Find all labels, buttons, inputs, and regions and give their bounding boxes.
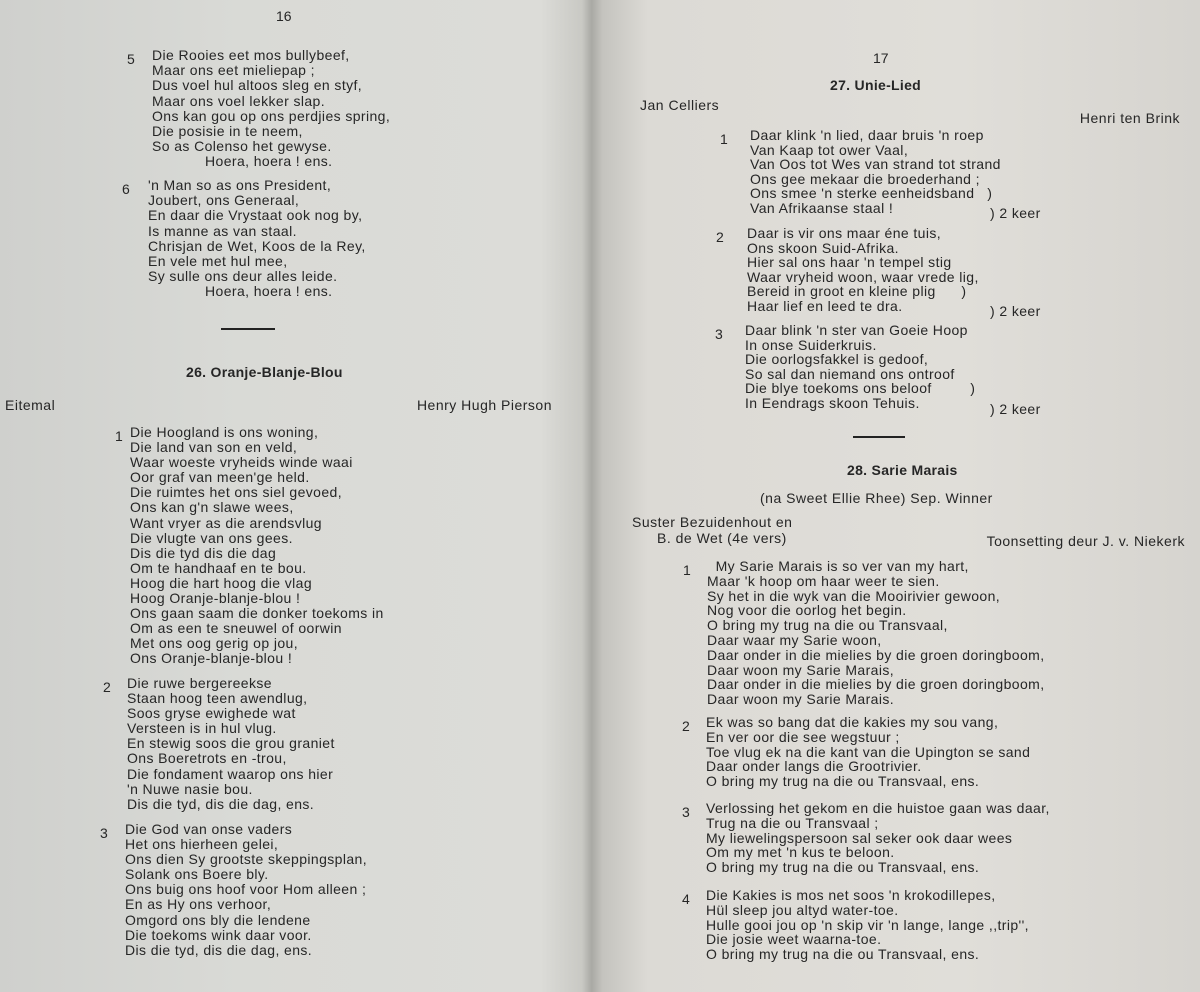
lyric-line: 'n Nuwe nasie bou. xyxy=(127,780,253,797)
song-title: 26. Oranje-Blanje-Blou xyxy=(186,364,343,380)
lyric-line: Daar klink 'n lied, daar bruis 'n roep xyxy=(750,127,984,143)
lyricist: Suster Bezuidenhout en xyxy=(632,514,793,530)
section-divider xyxy=(853,436,905,438)
verse-number: 5 xyxy=(127,51,135,67)
lyric-line: So as Colenso het gewyse. xyxy=(152,138,332,155)
lyric-line: Ons kan gou op ons perdjies spring, xyxy=(152,107,391,124)
lyric-line: Die posisie in te neem, xyxy=(152,123,303,140)
repeat-marker: ) 2 keer xyxy=(990,401,1041,417)
lyric-line: O bring my trug na die ou Transvaal, ens. xyxy=(706,773,980,790)
lyric-line: Die vlugte van ons gees. xyxy=(130,529,293,546)
verse xyxy=(152,48,390,154)
song-subtitle: (na Sweet Ellie Rhee) Sep. Winner xyxy=(760,490,993,506)
lyric-line: Met ons oog gerig op jou, xyxy=(130,635,298,652)
song-title: 27. Unie-Lied xyxy=(830,77,922,93)
verse-number: 6 xyxy=(122,181,130,197)
section-divider xyxy=(221,328,275,330)
lyric-line: Toe vlug ek na die kant van die Upington se sand xyxy=(706,743,1031,760)
lyric-line: Daar woon my Sarie Marais, xyxy=(707,661,895,678)
lyric-line: Hier sal ons haar 'n tempel stig xyxy=(747,254,952,271)
lyric-line: Ons buig ons hoof voor Hom alleen ; xyxy=(125,881,367,898)
lyric-line: Ons kan g'n slawe wees, xyxy=(130,499,294,516)
lyric-line: Die ruwe bergereekse xyxy=(127,675,272,691)
lyric-line: Daar waar my Sarie woon, xyxy=(707,631,882,648)
lyric-line: Is manne as van staal. xyxy=(148,222,297,239)
lyric-line: Dis die tyd, dis die dag, ens. xyxy=(127,795,315,812)
verse-number: 2 xyxy=(103,679,111,695)
lyric-line: Die Hoogland is ons woning, xyxy=(130,424,319,440)
repeat-marker: ) 2 keer xyxy=(990,205,1041,221)
lyric-line: Haar lief en leed te dra. xyxy=(747,297,903,314)
lyric-line: Waar vryheid woon, waar vrede lig, xyxy=(747,268,979,285)
lyric-line: Hül sleep jou altyd water-toe. xyxy=(706,901,899,918)
lyric-line: Solank ons Boere bly. xyxy=(125,866,269,883)
lyric-line: En as Hy ons verhoor, xyxy=(125,896,272,913)
lyric-line: Die ruimtes het ons siel gevoed, xyxy=(130,484,343,501)
lyric-line: Die Rooies eet mos bullybeef, xyxy=(152,47,350,63)
lyric-line: Om as een te sneuwel of oorwin xyxy=(130,620,342,637)
lyric-line: Daar onder in die mielies by die groen doringboom, xyxy=(707,646,1045,663)
lyricist: Jan Celliers xyxy=(640,97,720,113)
lyric-line: Sy het in die wyk van die Mooirivier gewoon, xyxy=(707,587,1001,604)
lyric-line: Van Oos tot Wes van strand tot strand xyxy=(750,156,1001,173)
lyric-line: In onse Suiderkruis. xyxy=(745,336,877,353)
lyric-line: Die God van onse vaders xyxy=(125,821,293,837)
lyric-line: Chrisjan de Wet, Koos de la Rey, xyxy=(148,237,366,254)
lyric-line: Maar 'k hoop om haar weer te sien. xyxy=(707,572,940,589)
lyric-line: Maar ons eet mieliepap ; xyxy=(152,62,315,79)
verse-number: 2 xyxy=(682,718,690,734)
lyric-line: Nog voor die oorlog het begin. xyxy=(707,602,907,619)
lyric-line: Waar woeste vryheids winde waai xyxy=(130,454,353,471)
lyric-line: Ons gaan saam die donker toekoms in xyxy=(130,605,384,622)
lyric-line: Daar is vir ons maar éne tuis, xyxy=(747,225,942,241)
lyric-line: My liewelingspersoon sal seker ook daar wees xyxy=(706,829,1013,846)
lyric-line: Ons Oranje-blanje-blou ! xyxy=(130,650,293,667)
lyric-line: 'n Man so as ons President, xyxy=(148,177,332,193)
verse xyxy=(706,801,1050,875)
lyric-line: Van Kaap tot ower Vaal, xyxy=(750,141,909,158)
lyric-line: Want vryer as die arendsvlug xyxy=(130,514,322,531)
verse-number: 1 xyxy=(115,428,123,444)
lyric-line: Die blye toekoms ons beloof ) xyxy=(745,380,976,397)
lyric-line: Daar onder in die mielies by die groen doringboom, xyxy=(707,676,1045,693)
verse-number: 3 xyxy=(100,825,108,841)
lyric-line: Daar onder langs die Grootrivier. xyxy=(706,758,922,775)
composer: Henri ten Brink xyxy=(1079,110,1180,126)
lyric-line: En vele met hul mee, xyxy=(148,253,288,270)
verse xyxy=(707,559,1045,707)
verse-number: 1 xyxy=(720,131,728,147)
verse-number: 2 xyxy=(716,229,724,245)
lyric-line: Maar ons voel lekker slap. xyxy=(152,92,326,109)
verse-number: 3 xyxy=(715,326,723,342)
lyric-line: Sy sulle ons deur alles leide. xyxy=(148,268,338,285)
lyric-line: Oor graf van meen'ge held. xyxy=(130,469,310,486)
lyric-line: Verlossing het gekom en die huistoe gaan was daar, xyxy=(706,800,1050,816)
lyric-line: Om my met 'n kus te beloon. xyxy=(706,844,895,861)
refrain-line: Hoera, hoera ! ens. xyxy=(205,153,333,170)
lyric-line: Die fondament waarop ons hier xyxy=(127,765,334,782)
lyric-line: Ons gee mekaar die broederhand ; xyxy=(750,170,980,187)
lyric-line: Staan hoog teen awendlug, xyxy=(127,690,308,707)
verse xyxy=(706,888,1029,962)
lyric-line: Hoog Oranje-blanje-blou ! xyxy=(130,590,301,607)
lyric-line: Ons skoon Suid-Afrika. xyxy=(747,239,899,256)
lyric-line: Die Kakies is mos net soos 'n krokodillepes, xyxy=(706,887,996,903)
verse xyxy=(127,676,335,812)
lyric-line: Ons dien Sy grootste skeppingsplan, xyxy=(125,851,368,868)
verse-number: 4 xyxy=(682,891,690,907)
lyric-line: Die oorlogsfakkel is gedoof, xyxy=(745,351,929,368)
song-title: 28. Sarie Marais xyxy=(847,462,958,478)
repeat-marker: ) 2 keer xyxy=(990,303,1041,319)
verse xyxy=(148,178,366,284)
lyric-line: En daar die Vrystaat ook nog by, xyxy=(148,207,363,224)
verse xyxy=(745,323,975,411)
lyric-line: My Sarie Marais is so ver van my hart, xyxy=(707,558,969,574)
lyric-line: Trug na die ou Transvaal ; xyxy=(706,814,879,831)
page-number: 16 xyxy=(276,8,292,24)
lyric-line: Dus voel hul altoos sleg en styf, xyxy=(152,77,363,94)
lyric-line: O bring my trug na die ou Transvaal, ens. xyxy=(706,946,980,963)
verse xyxy=(747,226,979,314)
lyric-line: O bring my trug na die ou Transvaal, xyxy=(707,617,948,634)
composer: Henry Hugh Pierson xyxy=(416,397,552,413)
lyric-line: Joubert, ons Generaal, xyxy=(148,192,300,209)
verse-number: 3 xyxy=(682,804,690,820)
lyric-line: Daar blink 'n ster van Goeie Hoop xyxy=(745,322,968,338)
lyric-line: Die land van son en veld, xyxy=(130,439,298,456)
verse xyxy=(706,715,1030,789)
lyric-line: Versteen is in hul vlug. xyxy=(127,720,277,737)
lyric-line: Soos gryse ewighede wat xyxy=(127,705,296,722)
lyric-line: Ek was so bang dat die kakies my sou vang, xyxy=(706,714,999,730)
lyric-line: Daar woon my Sarie Marais. xyxy=(707,691,895,708)
lyric-line: Om te handhaaf en te bou. xyxy=(130,559,307,576)
lyric-line: Hulle gooi jou op 'n skip vir 'n lange, lange ,,trip'', xyxy=(706,916,1029,933)
lyric-line: En ver oor die see wegstuur ; xyxy=(706,728,900,745)
lyricist: B. de Wet (4e vers) xyxy=(657,530,787,546)
lyric-line: In Eendrags skoon Tehuis. xyxy=(745,394,920,411)
verse xyxy=(130,425,384,667)
lyric-line: Ons Boeretrots en -trou, xyxy=(127,750,287,767)
lyric-line: Hoog die hart hoog die vlag xyxy=(130,574,313,591)
page-number: 17 xyxy=(873,50,889,66)
lyric-line: Het ons hierheen gelei, xyxy=(125,836,279,853)
verse xyxy=(750,128,1001,216)
lyric-line: Bereid in groot en kleine plig ) xyxy=(747,283,967,300)
lyric-line: Van Afrikaanse staal ! xyxy=(750,199,894,216)
lyric-line: Dis die tyd dis die dag xyxy=(130,544,277,561)
lyricist: Eitemal xyxy=(5,397,56,413)
lyric-line: Omgord ons bly die lendene xyxy=(125,911,311,928)
lyric-line: Die josie weet waarna-toe. xyxy=(706,931,882,948)
verse-number: 1 xyxy=(683,562,691,578)
lyric-line: O bring my trug na die ou Transvaal, ens. xyxy=(706,859,980,876)
lyric-line: Dis die tyd, dis die dag, ens. xyxy=(125,941,313,958)
lyric-line: Ons smee 'n sterke eenheidsband ) xyxy=(750,185,993,202)
refrain-line: Hoera, hoera ! ens. xyxy=(205,283,333,300)
arranger: Toonsetting deur J. v. Niekerk xyxy=(986,533,1185,549)
lyric-line: En stewig soos die grou graniet xyxy=(127,735,335,752)
lyric-line: Die toekoms wink daar voor. xyxy=(125,926,312,943)
lyric-line: So sal dan niemand ons ontroof xyxy=(745,365,955,382)
verse xyxy=(125,822,367,958)
